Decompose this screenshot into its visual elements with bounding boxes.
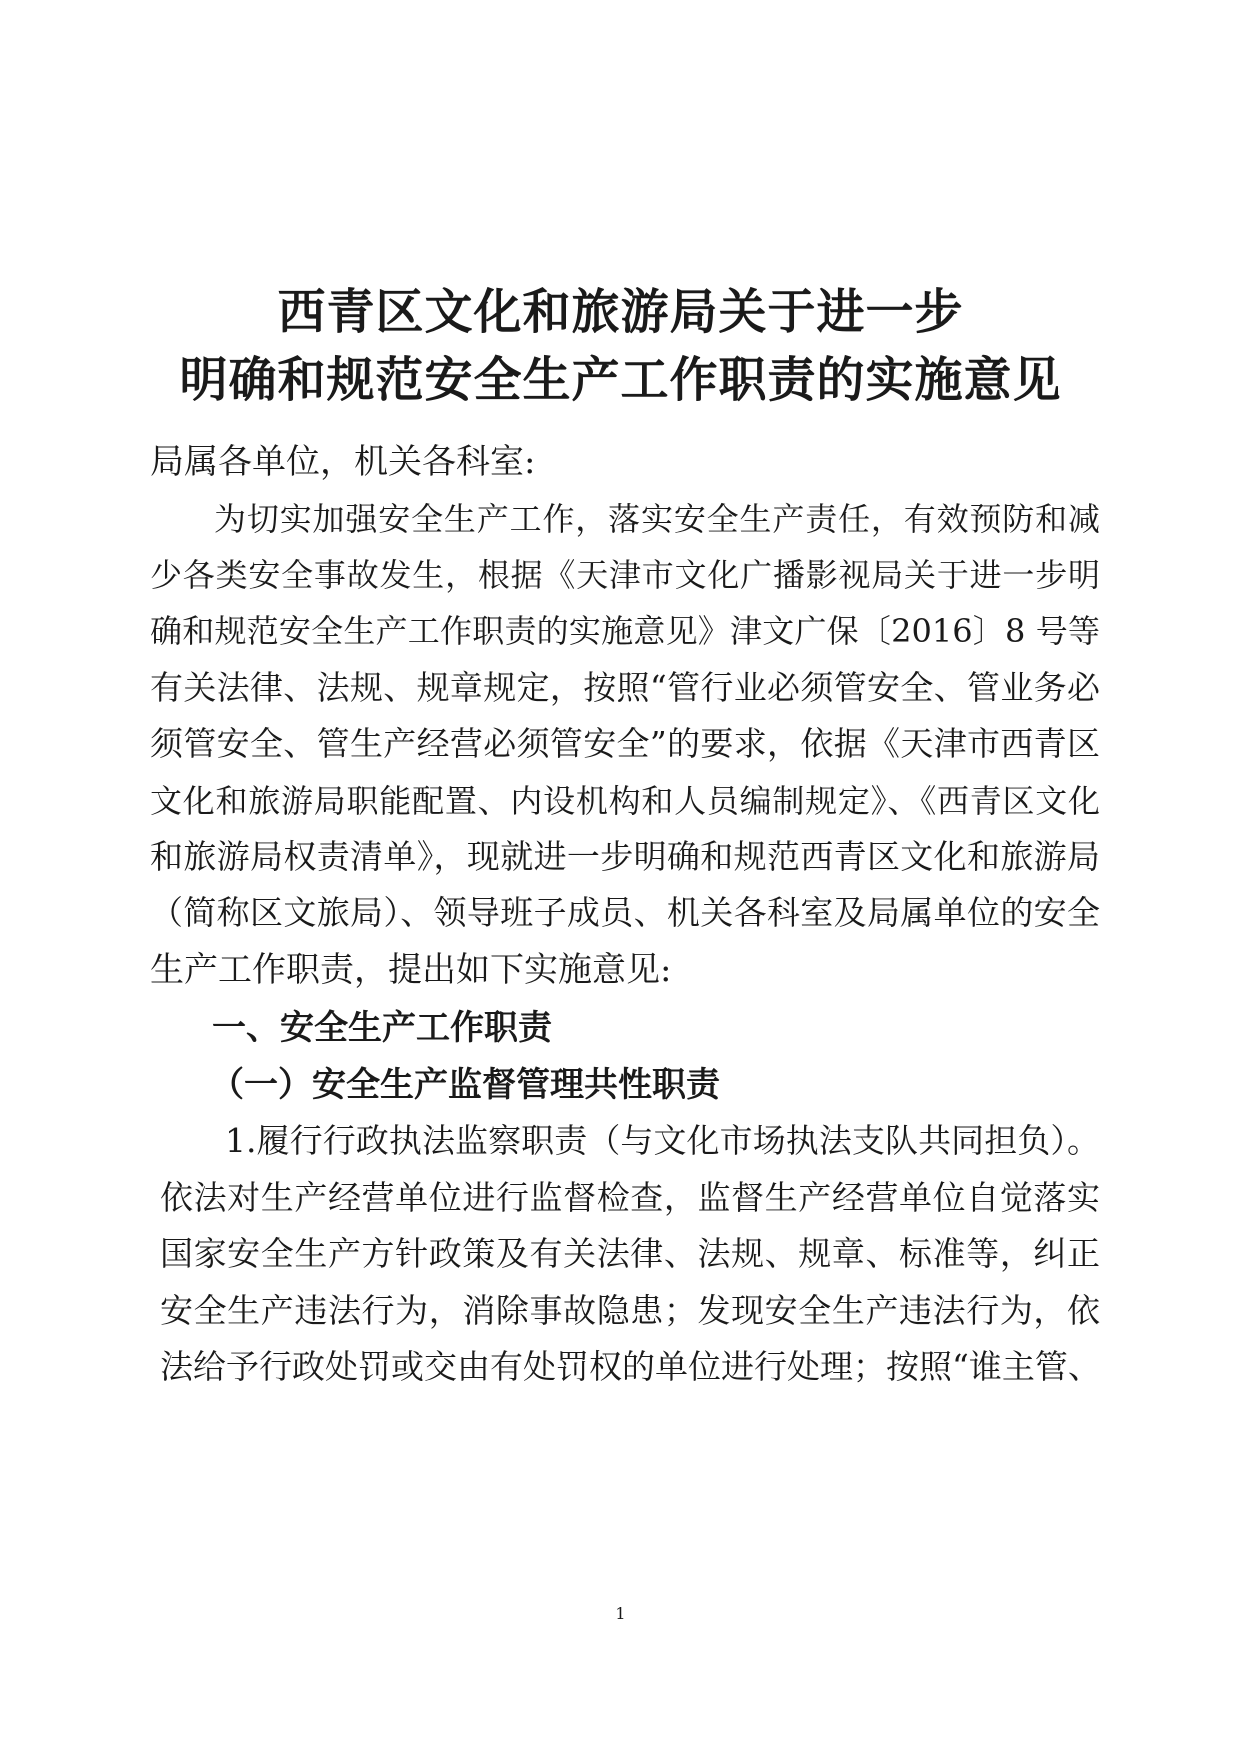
salutation-line: 局属各单位，机关各科室:: [150, 442, 536, 482]
subsection-heading: （一）安全生产监督管理共性职责: [210, 1065, 720, 1105]
body-line: （简称区文旅局）、领导班子成员、机关各科室及局属单位的安全: [150, 893, 1100, 932]
body-line: 确和规范安全生产工作职责的实施意见》津文广保〔2016〕8 号等: [150, 612, 1100, 650]
section-line: 安全生产违法行为，消除事故隐患；发现安全生产违法行为，依: [160, 1291, 1100, 1330]
body-line: 少各类安全事故发生，根据《天津市文化广播影视局关于进一步明: [150, 556, 1100, 594]
section-line: 国家安全生产方针政策及有关法律、法规、规章、标准等，纠正: [160, 1234, 1100, 1273]
section-line: 依法对生产经营单位进行监督检查，监督生产经营单位自觉落实: [160, 1178, 1100, 1217]
section-line: 法给予行政处罚或交由有处罚权的单位进行处理；按照“谁主管、: [160, 1347, 1101, 1386]
body-line: 有关法律、法规、规章规定，按照“管行业必须管安全、管业务必: [150, 668, 1100, 707]
body-line: 和旅游局权责清单》，现就进一步明确和规范西青区文化和旅游局: [150, 837, 1100, 876]
body-line: 须管安全、管生产经营必须管安全”的要求，依据《天津市西青区: [150, 724, 1100, 763]
body-line: 为切实加强安全生产工作，落实安全生产责任，有效预防和减: [214, 500, 1100, 538]
section-heading: 一、安全生产工作职责: [212, 1008, 552, 1048]
body-line: 文化和旅游局职能配置、内设机构和人员编制规定》、《西青区文化: [150, 782, 1100, 820]
body-line: 生产工作职责，提出如下实施意见:: [150, 950, 672, 990]
document-title-line-1: 西青区文化和旅游局关于进一步: [277, 284, 964, 340]
section-line: 1.履行行政执法监察职责（与文化市场执法支队共同担负）。: [225, 1121, 1100, 1160]
page-number: 1: [615, 1604, 626, 1623]
document-title-line-2: 明确和规范安全生产工作职责的实施意见: [179, 352, 1062, 408]
